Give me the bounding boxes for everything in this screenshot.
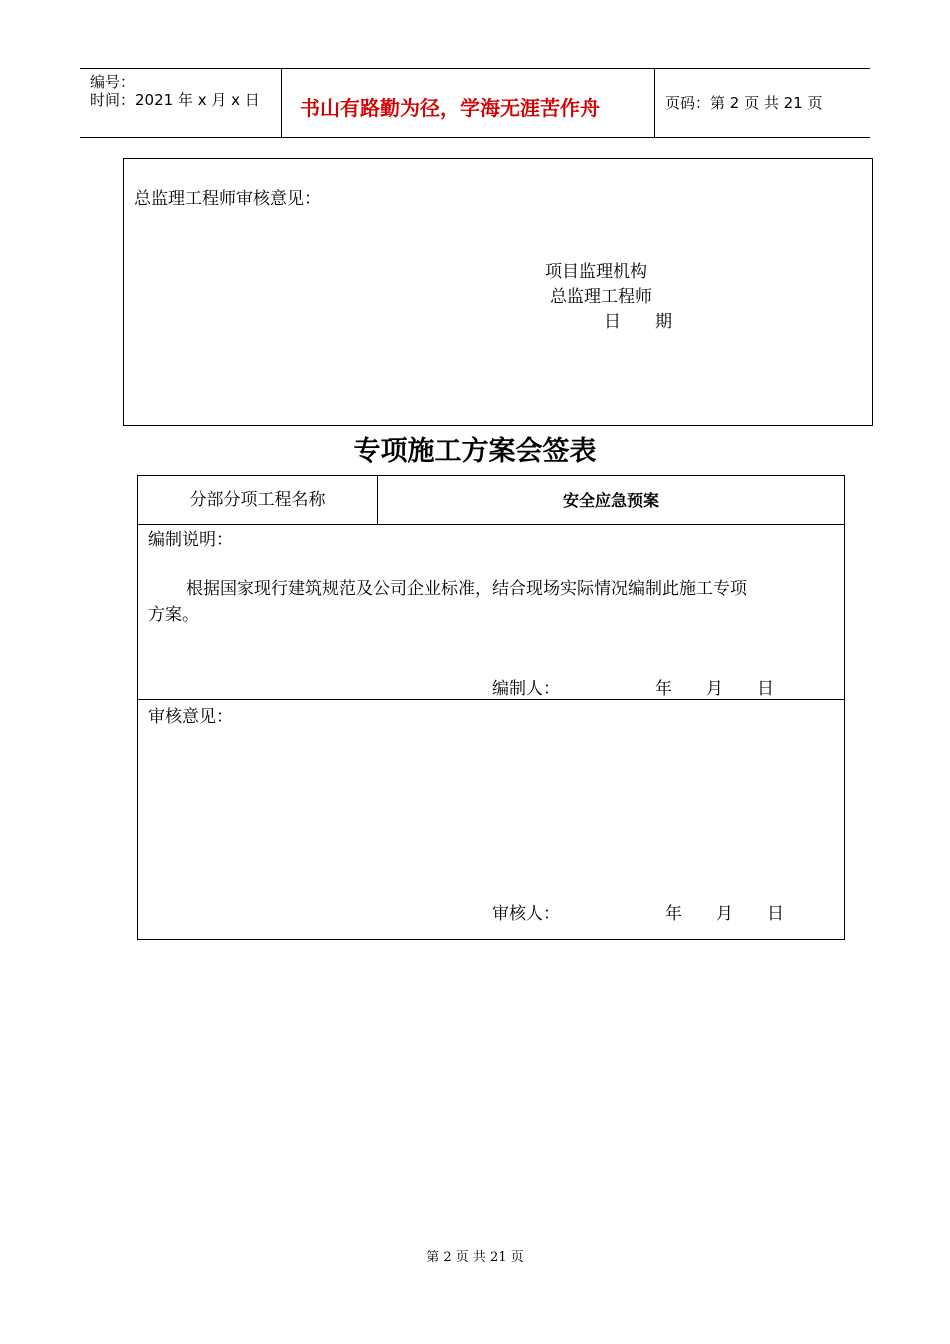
project-name-label: 分部分项工程名称 <box>189 490 326 510</box>
doc-number-label: 编号： <box>90 73 136 91</box>
header-motto: 书山有路勤为径，学海无涯苦作舟 <box>300 96 600 120</box>
review-opinion-label: 审核意见： <box>148 707 233 727</box>
table-row-divider <box>138 524 844 525</box>
header-divider <box>281 69 282 137</box>
date-label: 日 期 <box>604 312 672 332</box>
page-header <box>80 68 870 138</box>
compiler-label: 编制人： <box>492 679 560 699</box>
chief-engineer-review-box <box>123 158 873 426</box>
page-footer: 第 2 页 共 21 页 <box>426 1250 524 1265</box>
compile-notes-text-cont: 方案。 <box>148 605 199 625</box>
compile-notes-label: 编制说明： <box>148 530 233 550</box>
form-title: 专项施工方案会签表 <box>353 436 597 467</box>
supervision-org-label: 项目监理机构 <box>545 262 647 282</box>
table-row-divider <box>138 699 844 700</box>
page-code: 页码：第 2 页 共 21 页 <box>665 94 823 112</box>
chief-engineer-label: 总监理工程师 <box>550 287 652 307</box>
reviewer-date: 年 月 日 <box>665 904 784 924</box>
project-name-value: 安全应急预案 <box>562 491 659 510</box>
header-divider <box>654 69 655 137</box>
compile-notes-text: 根据国家现行建筑规范及公司企业标准，结合现场实际情况编制此施工专项 <box>186 579 747 599</box>
sign-off-table <box>137 475 845 940</box>
doc-time: 时间：2021 年 x 月 x 日 <box>90 91 260 109</box>
review-opinion-label: 总监理工程师审核意见： <box>134 189 321 209</box>
reviewer-label: 审核人： <box>492 904 560 924</box>
compiler-date: 年 月 日 <box>655 679 774 699</box>
